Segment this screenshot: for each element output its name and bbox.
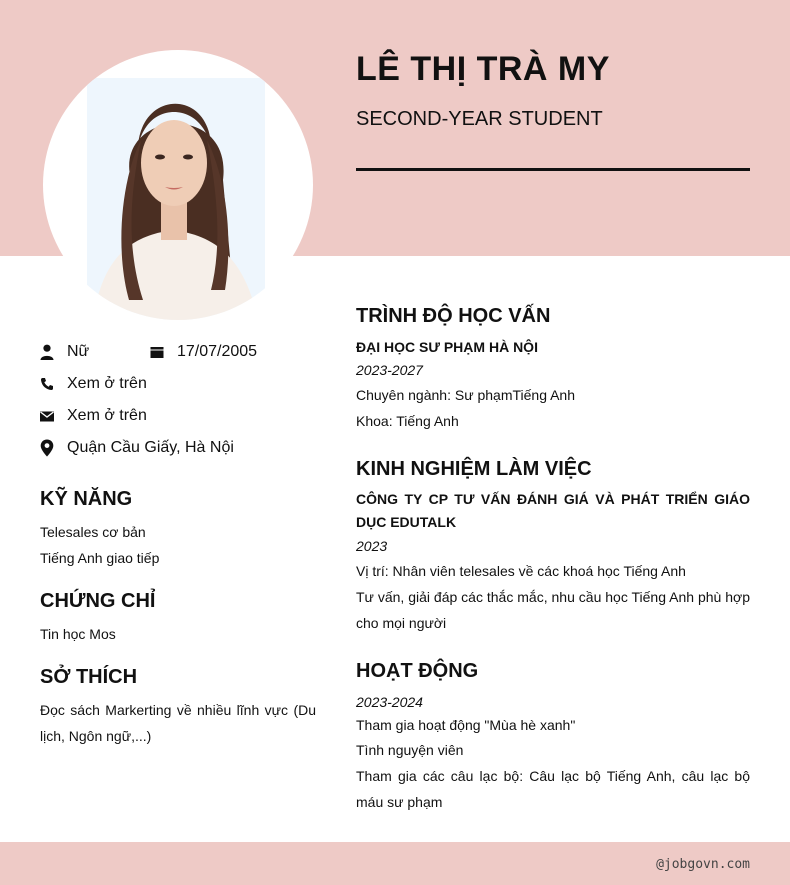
company-name: CÔNG TY CP TƯ VẤN ĐÁNH GIÁ VÀ PHÁT TRIỂN GIÁO DỤC EDUTALK: [356, 491, 750, 530]
footer-watermark: @jobgovn.com: [656, 857, 750, 872]
mail-icon: [40, 408, 54, 424]
experience-description: Tư vấn, giải đáp các thắc mắc, nhu cầu học Tiếng Anh phù hợp cho mọi người: [356, 589, 750, 631]
gender-value: Nữ: [67, 343, 90, 360]
portrait-illustration: [43, 50, 313, 320]
experience-position: Vị trí: Nhân viên telesales về các khoá học Tiếng Anh: [356, 563, 686, 579]
hobbies-text: Đọc sách Markerting về nhiều lĩnh vực (Du lịch, Ngôn ngữ,...): [40, 702, 316, 744]
school-name: ĐẠI HỌC SƯ PHẠM HÀ NỘI: [356, 339, 538, 355]
education-heading: TRÌNH ĐỘ HỌC VẤN: [356, 305, 551, 327]
contact-birthdate: [150, 343, 257, 361]
activity-item: Tham gia các câu lạc bộ: Câu lạc bộ Tiếng Anh, câu lạc bộ máu sư phạm: [356, 768, 750, 810]
calendar-icon: [150, 344, 164, 360]
phone-value: Xem ở trên: [67, 375, 147, 392]
education-years: 2023-2027: [356, 362, 423, 378]
profile-name: LÊ THỊ TRÀ MY: [356, 50, 610, 88]
activities-years: 2023-2024: [356, 694, 423, 710]
birthdate-value: 17/07/2005: [177, 343, 258, 360]
person-icon: [40, 344, 54, 360]
title-divider: [356, 168, 750, 171]
skill-item: Telesales cơ bản: [40, 524, 146, 540]
experience-year: 2023: [356, 538, 388, 554]
skills-heading: KỸ NĂNG: [40, 488, 133, 510]
phone-icon: [40, 376, 54, 392]
contact-email: [40, 407, 147, 425]
location-pin-icon: [40, 440, 54, 456]
certificate-item: Tin học Mos: [40, 626, 116, 642]
education-major: Chuyên ngành: Sư phạmTiếng Anh: [356, 387, 576, 403]
activity-item: Tình nguyện viên: [356, 742, 464, 758]
hobbies-heading: SỞ THÍCH: [40, 666, 138, 688]
contact-gender: [40, 343, 89, 361]
contact-address: [40, 439, 234, 457]
education-faculty: Khoa: Tiếng Anh: [356, 413, 459, 429]
contact-phone: [40, 375, 147, 393]
activity-item: Tham gia hoạt động "Mùa hè xanh": [356, 717, 576, 733]
email-value: Xem ở trên: [67, 407, 147, 424]
profile-title: SECOND-YEAR STUDENT: [356, 108, 603, 130]
certificates-heading: CHỨNG CHỈ: [40, 590, 156, 612]
activities-heading: HOẠT ĐỘNG: [356, 660, 479, 682]
skill-item: Tiếng Anh giao tiếp: [40, 550, 160, 566]
profile-photo: [43, 50, 313, 320]
address-value: Quận Cầu Giấy, Hà Nội: [67, 439, 234, 456]
experience-heading: KINH NGHIỆM LÀM VIỆC: [356, 458, 592, 480]
